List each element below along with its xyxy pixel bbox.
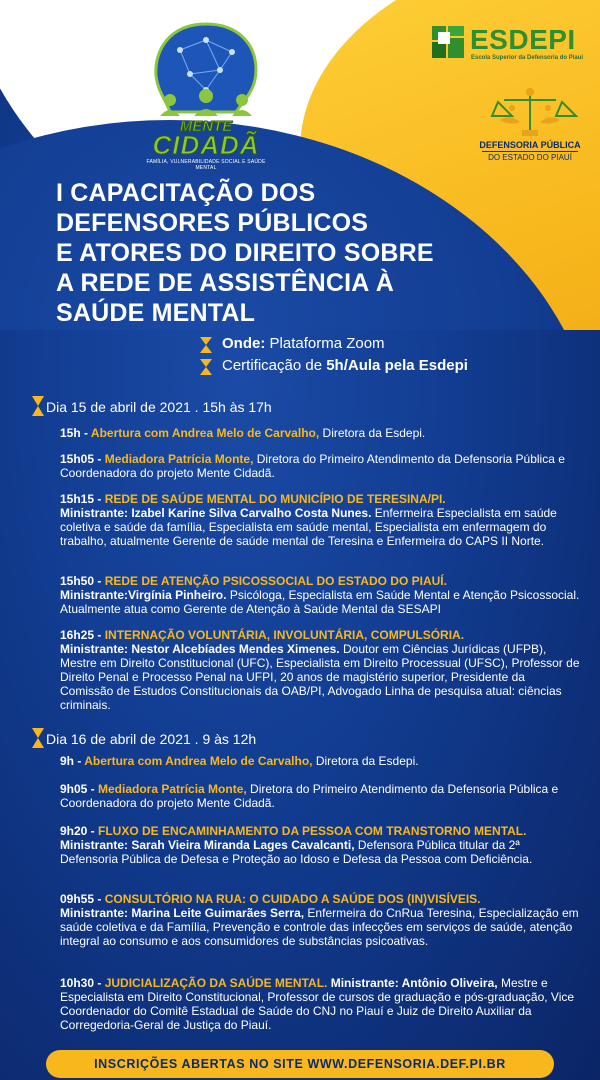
justice-scale-icon [470, 86, 590, 140]
title-line: A REDE DE ASSISTÊNCIA À [56, 269, 394, 297]
item-time: 09h55 - [60, 892, 105, 906]
agenda-item [60, 426, 580, 440]
logo-tagline: FAMÍLIA, VULNERABILIDADE SOCIAL E SAÚDE MENTAL [146, 159, 266, 171]
item-text: Mestre e Especialista em Direito Constitucional, Professor de cursos de graduação e pós-graduação, Vice Coordenador do Comitê Estadual de Saúde do CNJ no Piauí e Juiz de Direito Auxiliar da Corregedoria-Geral de Justiça do Piauí. [60, 976, 575, 1032]
agenda-item [60, 976, 580, 1032]
item-speaker: Ministrante: Nestor Alcebíades Mendes Ximenes. [60, 642, 340, 656]
logo-word-mente: MENTE [179, 118, 233, 135]
item-highlight: REDE DE ATENÇÃO PSICOSSOCIAL DO ESTADO DO PIAUÍ. [104, 574, 447, 588]
item-time: 9h05 - [60, 782, 99, 796]
logo-word-cidada: CIDADÃ [152, 130, 260, 160]
item-time: 10h30 - [60, 976, 105, 990]
title-line: DEFENSORES PÚBLICOS [56, 209, 369, 237]
item-text: Diretora do Primeiro Atendimento da Defensoria Pública e Coordenadora do projeto Mente Cidadã. [60, 782, 559, 810]
esdepi-mark-icon [430, 24, 466, 60]
item-highlight: REDE DE SAÚDE MENTAL DO MUNICÍPIO DE TERESINA/PI. [104, 492, 446, 506]
agenda-item [60, 892, 580, 948]
item-time: 15h05 - [60, 452, 105, 466]
item-time: 16h25 - [60, 628, 105, 642]
agenda-item [60, 574, 580, 616]
item-text: Diretora da Esdepi. [319, 426, 426, 440]
item-speaker: Ministrante:Virgínia Pinheiro. [60, 588, 227, 602]
registration-banner[interactable]: INSCRIÇÕES ABERTAS NO SITE WWW.DEFENSORIA.DEF.PI.BR [46, 1050, 554, 1078]
agenda-item [60, 452, 580, 480]
day-block-2 [32, 728, 579, 1032]
defensoria-logo [470, 86, 590, 166]
agenda-item [60, 628, 580, 712]
item-text: Defensora Pública titular da 2ª Defensoria Pública de Defesa e Proteção ao Idoso e Defesa da Pessoa com Deficiência. [60, 838, 533, 866]
hourglass-icon [200, 359, 212, 375]
esdepi-name: ESDEPI [470, 24, 576, 55]
info-certification [200, 356, 580, 378]
item-highlight: Mediadora Patrícia Monte, [98, 782, 247, 796]
hourglass-icon [200, 337, 212, 353]
item-speaker: Ministrante: Marina Leite Guimarães Serra, [60, 906, 305, 920]
item-text: Enfermeira do CnRua Teresina, Especialização em saúde coletiva e da Família, Prevenção e controle das infecções em serviços de saúde, atenção integral ao consumo e aos consumidores de substâncias psicoativas. [60, 906, 579, 948]
day-heading [32, 728, 572, 750]
item-text: Diretora da Esdepi. [312, 754, 419, 768]
location-label: Onde: [222, 335, 266, 352]
title-line: SAÚDE MENTAL [56, 299, 256, 327]
esdepi-logo [430, 24, 590, 64]
agenda-item [60, 754, 580, 768]
item-highlight: Abertura com Andrea Melo de Carvalho, [84, 754, 313, 768]
item-time: 15h50 - [60, 574, 105, 588]
item-text: Psicóloga, Especialista em Saúde Mental e Atenção Psicossocial. Atualmente atua como Gerente de Atenção à Saúde Mental da SESAPI [60, 588, 580, 616]
item-speaker: Ministrante: Sarah Vieira Miranda Lages Cavalcanti, [60, 838, 355, 852]
item-speaker: Ministrante: Antônio Oliveira, [327, 976, 498, 990]
item-highlight: Mediadora Patrícia Monte, [104, 452, 254, 466]
title-line: I CAPACITAÇÃO DOS [56, 179, 316, 207]
hourglass-icon [32, 728, 44, 748]
item-highlight: JUDICIALIZAÇÃO DA SAÚDE MENTAL. [104, 976, 328, 990]
hourglass-icon [32, 396, 44, 416]
brain-head-icon [140, 20, 272, 130]
item-text: Diretora do Primeiro Atendimento da Defensoria Pública e Coordenadora do projeto Mente Cidadã. [60, 452, 565, 480]
item-highlight: INTERNAÇÃO VOLUNTÁRIA, INVOLUNTÁRIA, COMPULSÓRIA. [104, 628, 465, 642]
item-speaker: Ministrante: Izabel Karine Silva Carvalho Costa Nunes. [60, 506, 372, 520]
agenda-item [60, 782, 580, 810]
item-highlight: FLUXO DE ENCAMINHAMENTO DA PESSOA COM TRANSTORNO MENTAL. [98, 824, 527, 838]
certification-value: 5h/Aula pela Esdepi [326, 357, 468, 374]
agenda-item [60, 492, 580, 548]
day-block-1 [32, 396, 580, 712]
day-heading-text: Dia 16 de abril de 2021 . 9 às 12h [46, 731, 257, 747]
item-time: 15h15 - [60, 492, 105, 506]
location-value: Plataforma Zoom [265, 335, 385, 352]
title-line: E ATORES DO DIREITO SOBRE [56, 239, 434, 267]
mente-cidada-logo [140, 20, 272, 171]
item-time: 9h20 - [60, 824, 99, 838]
esdepi-subtitle: Escola Superior da Defensoria do Piauí [471, 55, 584, 61]
event-info [200, 334, 580, 378]
certification-prefix: Certificação de [222, 357, 327, 374]
item-text: Enfermeira Especialista em saúde coletiva e saúde da família, Especialista em saúde mental, Especialista em enfermagem do trabalho, atualmente Gerente de saúde mental de Teresina e Enfermeira do CAPS II Norte. [60, 506, 557, 548]
item-highlight: CONSULTÓRIO NA RUA: O CUIDADO A SAÚDE DOS (IN)VISÍVEIS. [104, 892, 481, 906]
defensoria-line2: DO ESTADO DO PIAUÍ [488, 153, 572, 162]
defensoria-divider [482, 151, 578, 152]
agenda-item [60, 824, 580, 866]
info-location [200, 334, 580, 356]
day-heading [32, 396, 572, 418]
defensoria-line1: DEFENSORIA PÚBLICA [479, 140, 581, 150]
day-heading-text: Dia 15 de abril de 2021 . 15h às 17h [46, 399, 272, 415]
item-time: 9h - [60, 754, 85, 768]
item-time: 15h - [60, 426, 91, 440]
page-title [56, 178, 536, 328]
item-text: Doutor em Ciências Jurídicas (UFPB), Mestre em Direito Constitucional (UFC), Especialista em Direito Processual (UFSC), Professor de Direito Penal e Processo Penal na UFPI, 20 anos de magistério superior, Presidente da Comissão de Estudos Constitucionais da OAB/PI, Advogado Linha de pesquisa atual: ciências criminais. [60, 642, 580, 712]
item-highlight: Abertura com Andrea Melo de Carvalho, [90, 426, 320, 440]
